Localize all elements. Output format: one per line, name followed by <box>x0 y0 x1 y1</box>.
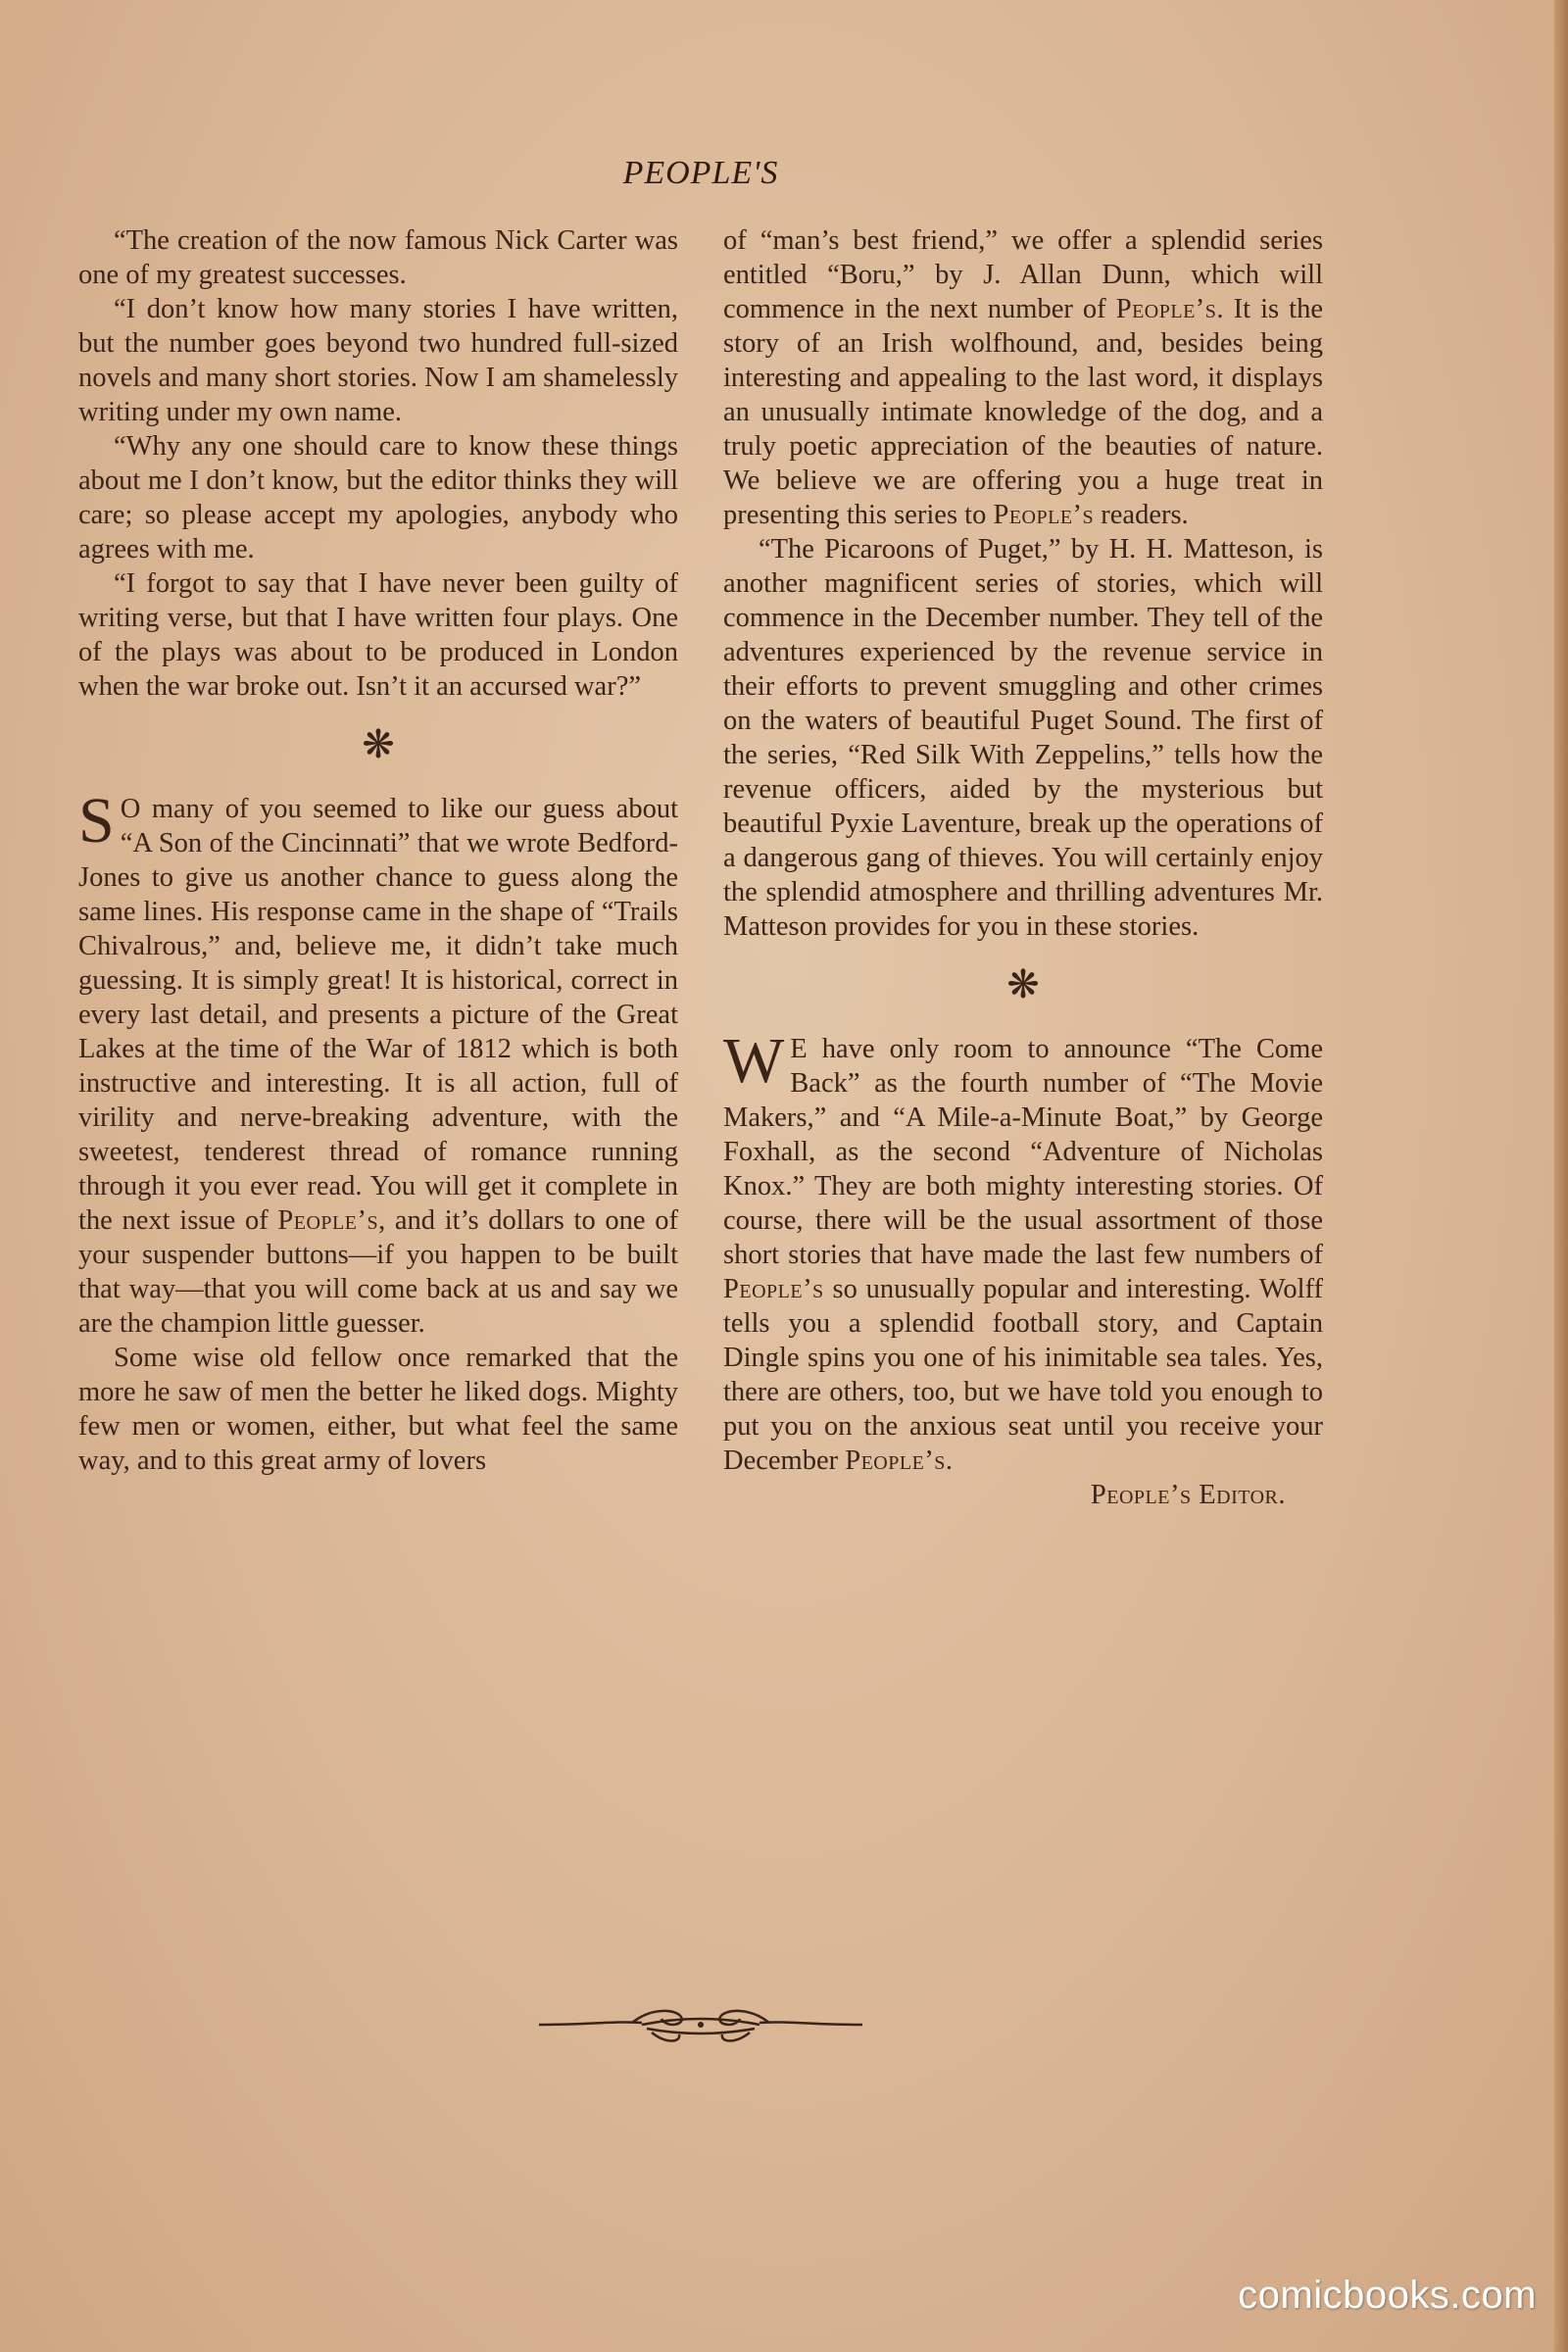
left-paragraph-2: “I don’t know how many stories I have written, but the number goes beyond two hundred full-sized novels and many short stories. Now I am shamelessly writing under my own name. <box>78 294 678 427</box>
left-paragraph-1: “The creation of the now famous Nick Carter was one of my greatest successes. <box>78 225 678 290</box>
left-paragraph-3: “Why any one should care to know these things about me I don’t know, but the editor thinks they will care; so please accept my apologies, anybody who agrees with me. <box>78 431 678 564</box>
drop-cap: W <box>723 1025 785 1097</box>
right-paragraph-2: “The Picaroons of Puget,” by H. H. Matteson, is another magnificent series of stories, which will commence in the December number. They tell of the adventures experienced by the revenue service in their efforts to prevent smuggling and other crimes on the waters of beautiful Puget Sound. The first of the series, “Red Silk With Zeppelins,” tells how the revenue officers, aided by the mysterious but beautiful Pyxie Laventure, break up the operations of a dangerous gang of thieves. You will certainly enjoy the splendid atmosphere and thrilling adventures Mr. Matteson provides for you in these stories. <box>723 534 1323 942</box>
paragraph-text: , and it’s dollars to one of your suspender buttons—if you happen to be built that way—that you will come back at us and say we are the champion little guesser. <box>78 1205 678 1339</box>
paragraph-text: readers. <box>1101 500 1189 530</box>
paragraph-text: of “man’s best friend,” we offer a splendid series entitled “Boru,” by J. Allan Dunn, which will commence in the next number of <box>723 225 1323 324</box>
magazine-name: People’s <box>993 500 1095 530</box>
right-paragraph-1 <box>723 223 1323 532</box>
magazine-name: People’s <box>277 1205 379 1236</box>
editor-signature: People’s Editor. <box>1090 1480 1286 1510</box>
running-head-title: PEOPLE'S <box>622 155 779 191</box>
magazine-name: People’s <box>1115 294 1217 324</box>
left-paragraph-6: Some wise old fellow once remarked that the more he saw of men the better he liked dogs. Mighty few men or women, either, but what feel the same way, and to this great army of lovers <box>78 1343 678 1476</box>
paragraph-text: E have only room to announce “The Come Back” as the fourth number of “The Movie Makers,” and “A Mile-a-Minute Boat,” by George Foxhall, as the second “Adventure of Nicholas Knox.” They are both mighty interesting stories. Of course, there will be the usual assortment of those short stories that have made the last few numbers of <box>723 1034 1323 1270</box>
paragraph-text: so unusually popular and interesting. Wolff tells you a splendid football story, and Captain Dingle spins you one of his inimitable sea tales. Yes, there are others, too, but we have told you enough to put you on the anxious seat until you receive your December <box>723 1274 1323 1476</box>
paragraph-text: . It is the story of an Irish wolfhound, and, besides being interesting and appealing to the last word, it displays an unusually intimate knowledge of the dog, and a truly poetic appreciation of the beauties of nature. We believe we are offering you a huge treat in presenting this series to <box>723 294 1323 530</box>
left-paragraph-5 <box>78 785 678 1341</box>
page-edge <box>1554 0 1568 2352</box>
left-paragraph-4: “I forgot to say that I have never been guilty of writing verse, but that I have written four plays. One of the plays was about to be produced in London when the war broke out. Isn’t it an accursed war?” <box>78 568 678 702</box>
drop-cap: S <box>78 785 115 857</box>
right-paragraph-3 <box>723 1025 1323 1478</box>
tailpiece-flourish-icon <box>534 1999 867 2050</box>
watermark-text: comicbooks.com <box>1238 2274 1537 2317</box>
left-column <box>78 223 678 1478</box>
magazine-name: People’s <box>723 1274 824 1304</box>
section-ornament-icon: ❋ <box>1006 962 1040 1006</box>
paragraph-text: . <box>945 1446 954 1476</box>
right-column <box>723 223 1323 1512</box>
section-ornament-icon: ❋ <box>362 722 395 766</box>
magazine-name: People’s <box>845 1446 946 1476</box>
paragraph-text: O many of you seemed to like our guess about “A Son of the Cincinnati” that we wrote Bedford-Jones to give us another chance to guess along the same lines. His response came in the shape of “Trails Chivalrous,” and, believe me, it didn’t take much guessing. It is simply great! It is historical, correct in every last detail, and presents a picture of the Great Lakes at the time of the War of 1812 which is both instructive and interesting. It is all action, full of virility and nerve-breaking adventure, with the sweetest, tenderest thread of romance running through it you ever read. You will get it complete in the next issue of <box>78 794 678 1236</box>
